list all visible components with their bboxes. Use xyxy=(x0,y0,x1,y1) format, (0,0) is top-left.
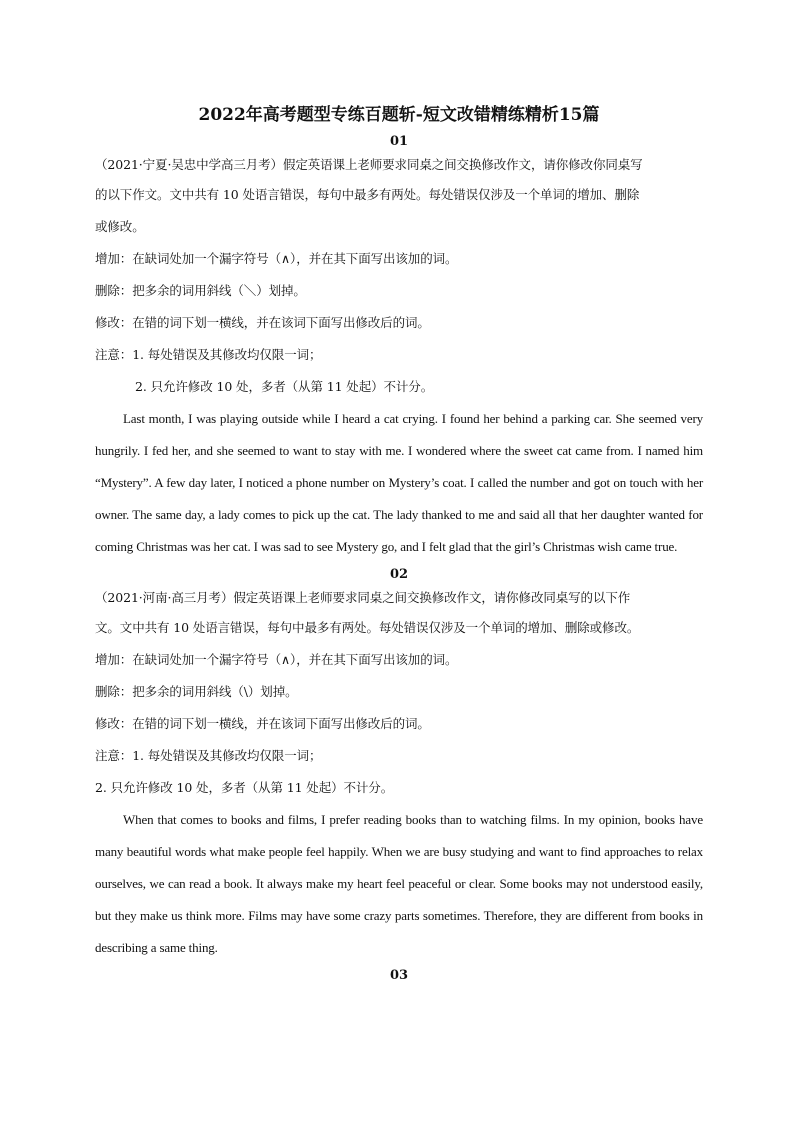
add-rule: 增加：在缺词处加一个漏字符号（∧），并在其下面写出该加的词。 xyxy=(95,652,458,667)
section-number: 03 xyxy=(389,968,409,983)
section-03 xyxy=(95,964,703,988)
passage-text: When that comes to books and films, I prefer reading books than to watching films. In my opinion, books have many beautiful words what make people feel happily. When we are busy studying and want to find approaches to relax ourselves, we can read a book. It always make my heart feel peaceful or clear. Some books may not understood easily, but they make us think more. Films may have some crazy parts sometimes. Therefore, they are different from books in describing a same thing. xyxy=(95,812,703,955)
add-rule: 增加：在缺词处加一个漏字符号（∧），并在其下面写出该加的词。 xyxy=(95,251,458,266)
section-number: 02 xyxy=(389,567,409,582)
intro-line: 或修改。 xyxy=(95,219,145,234)
note-2: 2. 只允许修改 10 处，多者（从第 11 处起）不计分。 xyxy=(135,379,434,394)
modify-rule: 修改：在错的词下划一横线，并在该词下面写出修改后的词。 xyxy=(95,716,430,731)
section-01 xyxy=(95,130,703,563)
delete-rule: 删除：把多余的词用斜线（＼）划掉。 xyxy=(95,283,306,298)
note-2: 2. 只允许修改 10 处，多者（从第 11 处起）不计分。 xyxy=(95,780,394,795)
section-number: 01 xyxy=(389,134,409,149)
note-1: 注意：1. 每处错误及其修改均仅限一词； xyxy=(95,347,322,362)
note-1: 注意：1. 每处错误及其修改均仅限一词； xyxy=(95,748,322,763)
document-title: 2022年高考题型专练百题斩-短文改错精练精析15篇 xyxy=(198,105,600,125)
section-02 xyxy=(95,563,703,964)
document-page xyxy=(95,100,703,988)
passage-text: Last month, I was playing outside while I heard a cat crying. I found her behind a parking car. She seemed very hungrily. I fed her, and she seemed to want to stay with me. I wondered where the sweet cat came from. I named him “Mystery”. A few day later, I noticed a phone number on Mystery’s coat. I called the number and got on touch with her owner. The same day, a lady comes to pick up the cat. The lady thanked to me and said all that her daughter wanted for coming Christmas was her cat. I was sad to see Mystery go, and I felt glad that the girl’s Christmas wish came true. xyxy=(95,411,703,554)
intro-line: （2021·宁夏·吴忠中学高三月考）假定英语课上老师要求同桌之间交换修改作文，请你修改你同桌写 xyxy=(95,157,643,172)
modify-rule: 修改：在错的词下划一横线，并在该词下面写出修改后的词。 xyxy=(95,315,430,330)
intro-line: （2021·河南·高三月考）假定英语课上老师要求同桌之间交换修改作文，请你修改同桌写的以下作 xyxy=(95,590,631,605)
delete-rule: 删除：把多余的词用斜线（\）划掉。 xyxy=(95,684,298,699)
intro-line: 的以下作文。文中共有 10 处语言错误，每句中最多有两处。每处错误仅涉及一个单词的增加、删除 xyxy=(95,187,640,202)
intro-line: 文。文中共有 10 处语言错误，每句中最多有两处。每处错误仅涉及一个单词的增加、删除或修改。 xyxy=(95,620,640,635)
